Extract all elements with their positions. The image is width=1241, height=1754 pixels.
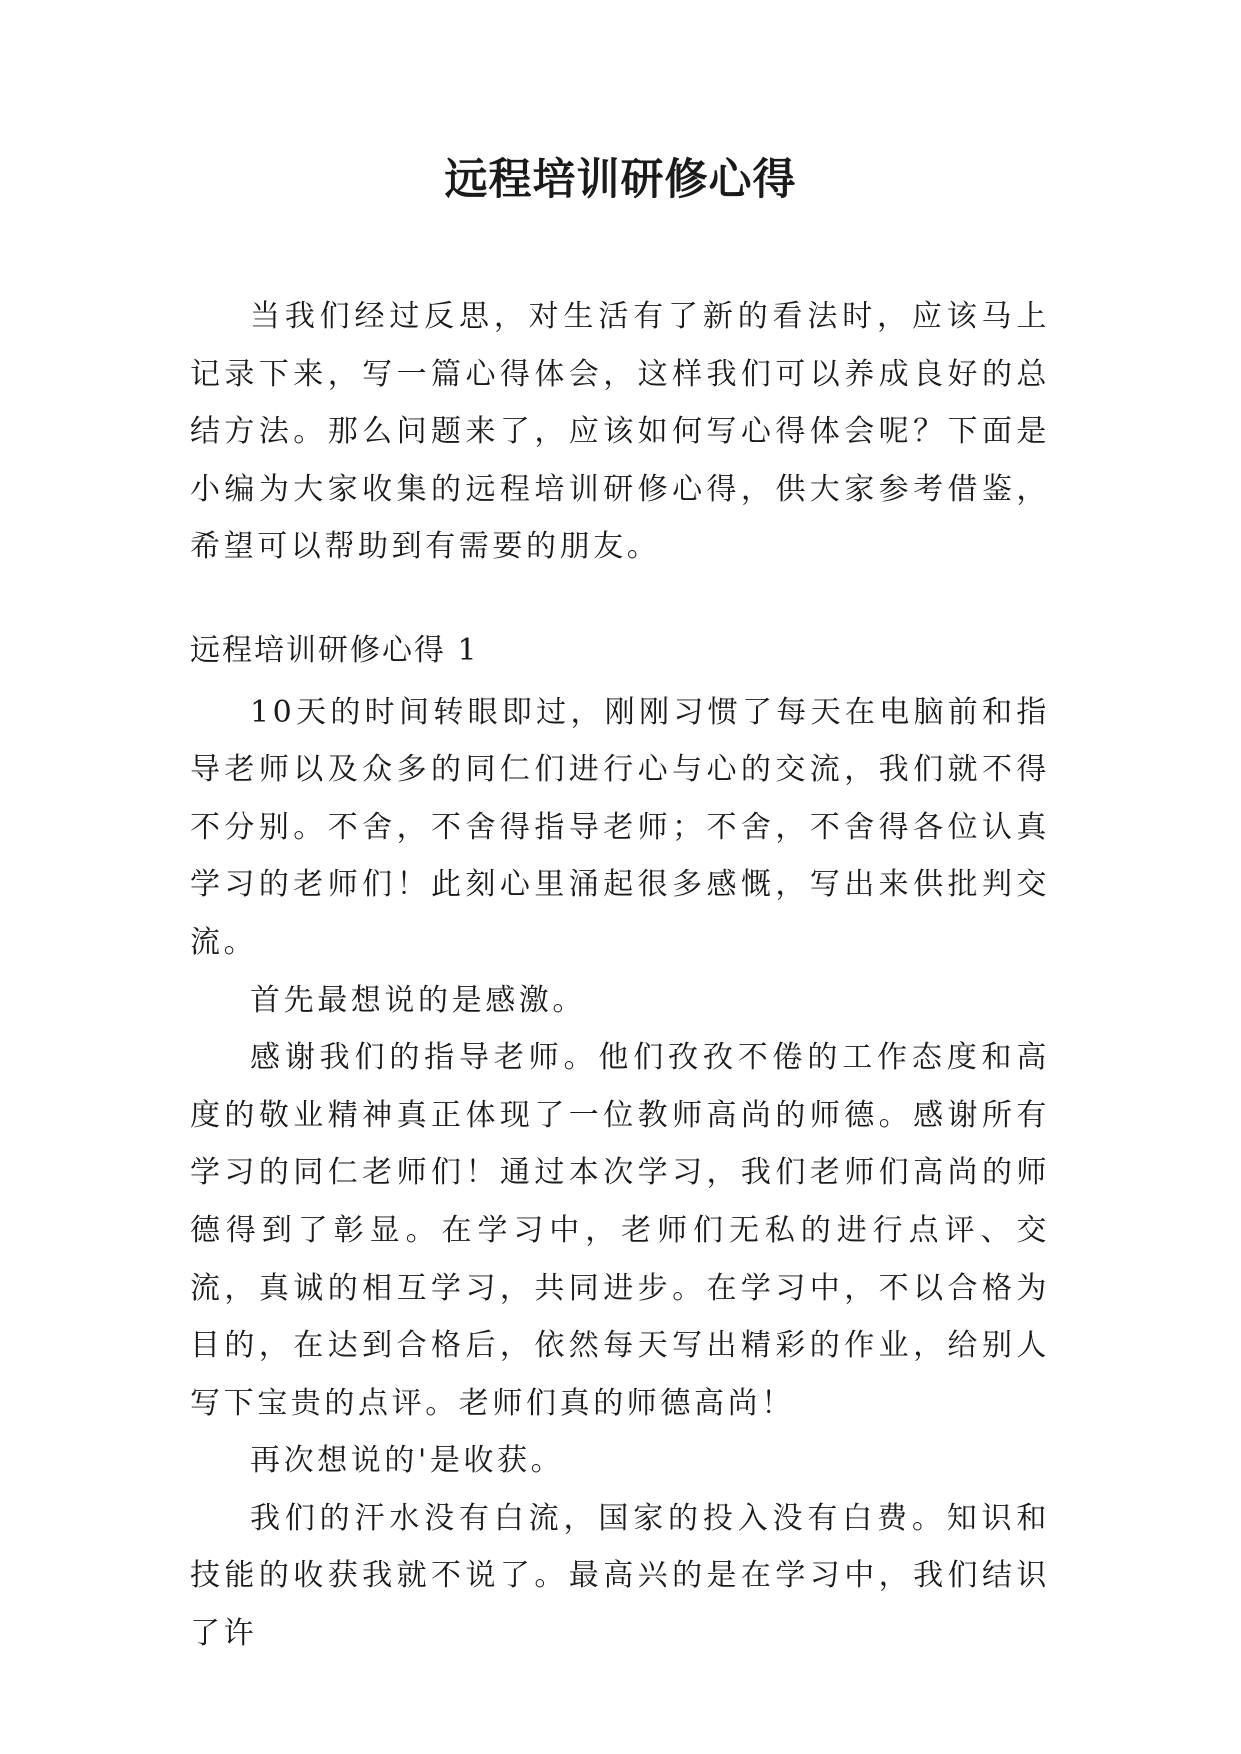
intro-paragraph: 当我们经过反思，对生活有了新的看法时，应该马上记录下来，写一篇心得体会，这样我们可以养成良好的总结方法。那么问题来了，应该如何写心得体会呢？下面是小编为大家收集的远程培训研修心得，供大家参考借鉴，希望可以帮助到有需要的朋友。 (190, 299, 1050, 565)
body-paragraph: 感谢我们的指导老师。他们孜孜不倦的工作态度和高度的敬业精神真正体现了一位教师高尚的师德。感谢所有学习的同仁老师们！通过本次学习，我们老师们高尚的师德得到了彰显。在学习中，老师们无私的进行点评、交流，真诚的相互学习，共同进步。在学习中，不以合格为目的，在达到合格后，依然每天写出精彩的作业，给别人写下宝贵的点评。老师们真的师德高尚！ (190, 1040, 1050, 1421)
section-heading: 远程培训研修心得 1 (190, 632, 479, 668)
body-paragraph: 首先最想说的是感激。 (250, 982, 586, 1018)
body-paragraph: 再次想说的'是收获。 (250, 1443, 565, 1479)
body-paragraph: 10天的时间转眼即过，刚刚习惯了每天在电脑前和指导老师以及众多的同仁们进行心与心的交流，我们就不得不分别。不舍，不舍得指导老师；不舍，不舍得各位认真学习的老师们！此刻心里涌起很多感慨，写出来供批判交流。 (190, 694, 1050, 960)
document-title: 远程培训研修心得 (444, 155, 797, 205)
body-paragraph: 我们的汗水没有白流，国家的投入没有白费。知识和技能的收获我就不说了。最高兴的是在学习中，我们结识了许 (190, 1500, 1050, 1652)
document-body (190, 288, 1050, 1663)
